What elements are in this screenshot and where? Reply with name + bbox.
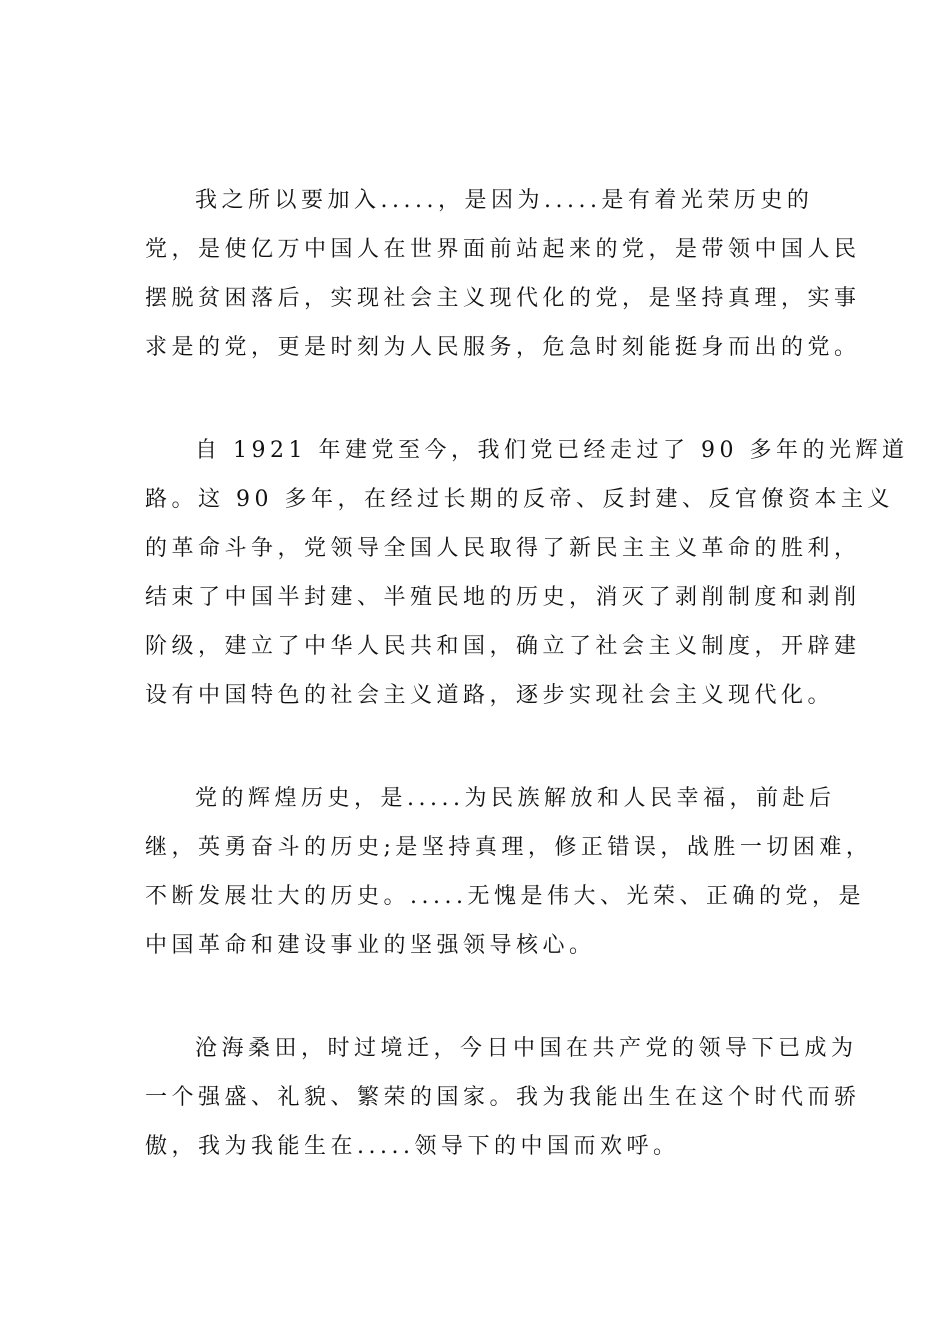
paragraph-line: 党的辉煌历史，是.....为民族解放和人民幸福，前赴后 [195,786,836,811]
paragraph-line: 阶级，建立了中华人民共和国，确立了社会主义制度，开辟建 [145,634,861,659]
paragraph-2 [145,426,909,720]
paragraph-line: 路。这 90 多年，在经过长期的反帝、反封建、反官僚资本主义 [145,487,894,512]
paragraph-line: 设有中国特色的社会主义道路，逐步实现社会主义现代化。 [145,683,835,708]
paragraph-4 [145,1024,861,1171]
paragraph-line: 自 1921 年建党至今，我们党已经走过了 90 多年的光辉道 [195,438,909,463]
paragraph-1 [145,176,861,372]
paragraph-line: 摆脱贫困落后，实现社会主义现代化的党，是坚持真理，实事 [145,286,861,311]
paragraph-line: 结束了中国半封建、半殖民地的历史，消灭了剥削制度和剥削 [145,585,861,610]
paragraph-3 [145,774,873,970]
paragraph-line: 中国革命和建设事业的坚强领导核心。 [145,933,596,958]
paragraph-line: 不断发展壮大的历史。.....无愧是伟大、光荣、正确的党，是 [145,884,865,909]
paragraph-line: 傲，我为我能生在.....领导下的中国而欢呼。 [145,1134,680,1159]
paragraph-line: 的革命斗争，党领导全国人民取得了新民主主义革命的胜利， [145,536,861,561]
paragraph-line: 沧海桑田，时过境迁，今日中国在共产党的领导下已成为 [195,1036,858,1061]
paragraph-line: 我之所以要加入.....，是因为.....是有着光荣历史的 [195,188,814,213]
paragraph-line: 求是的党，更是时刻为人民服务，危急时刻能挺身而出的党。 [145,335,861,360]
paragraph-line: 党，是使亿万中国人在世界面前站起来的党，是带领中国人民 [145,237,861,262]
paragraph-line: 一个强盛、礼貌、繁荣的国家。我为我能出生在这个时代而骄 [145,1085,861,1110]
paragraph-line: 继，英勇奋斗的历史;是坚持真理，修正错误，战胜一切困难， [145,835,873,860]
